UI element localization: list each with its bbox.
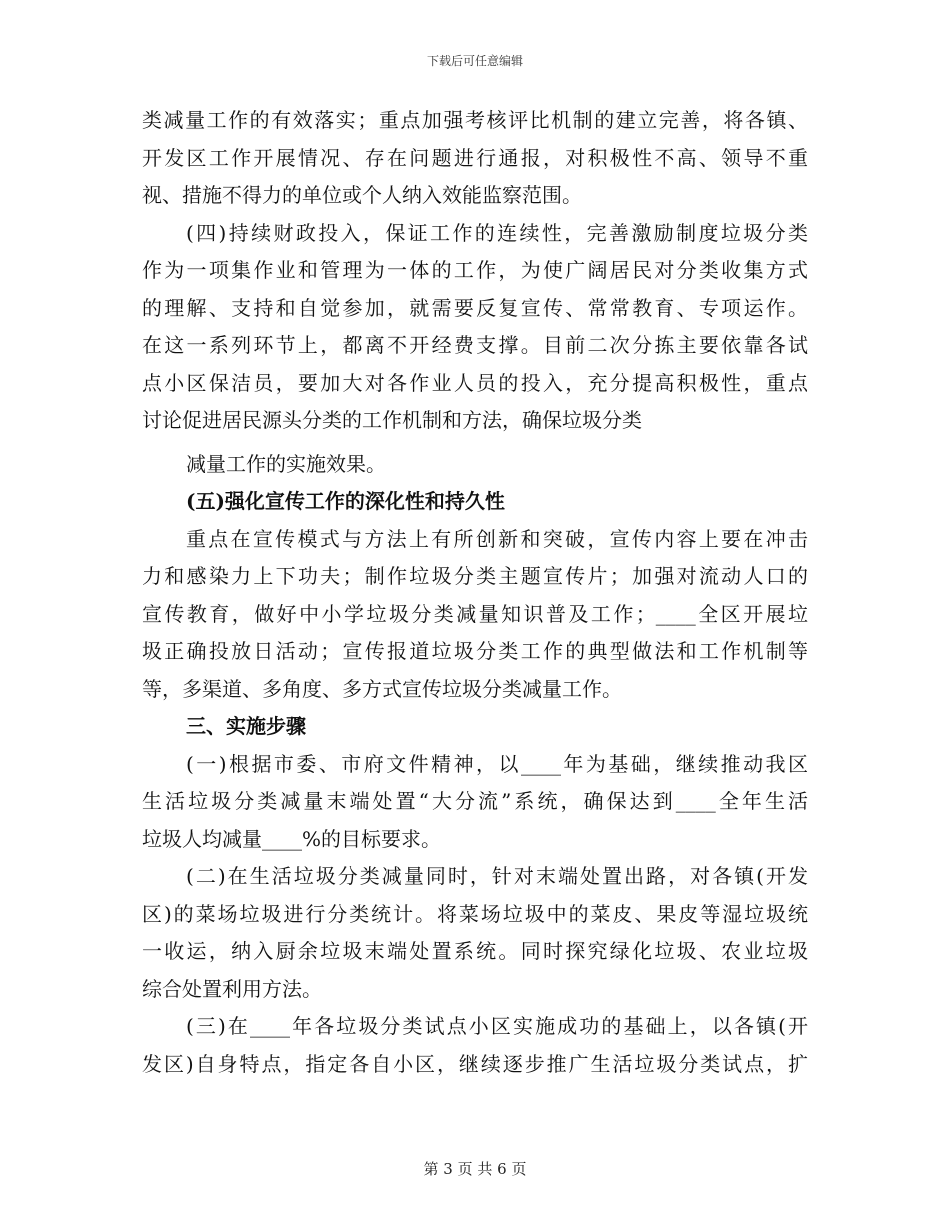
paragraph-line: 讨论促进居民源头分类的工作机制和方法，确保垃圾分类: [142, 408, 642, 432]
document-body: [142, 102, 808, 1083]
paragraph-line: 视、措施不得力的单位或个人纳入效能监察范围。: [142, 183, 582, 207]
section-heading: (五)强化宣传工作的深化性和持久性: [186, 489, 505, 513]
paragraph-line: (一)根据市委、市府文件精神，以____年为基础，继续推动我区: [186, 751, 808, 776]
paragraph-line: 重点在宣传模式与方法上有所创新和突破，宣传内容上要在冲击: [186, 526, 808, 551]
paragraph-line: (四)持续财政投入，保证工作的连续性，完善激励制度垃圾分类: [186, 220, 808, 245]
page-number: 第 3 页 共 6 页: [423, 1160, 527, 1178]
header-note: 下载后可任意编辑: [426, 54, 523, 68]
paragraph-line: 生活垃圾分类减量末端处置“大分流”系统，确保达到____全年生活: [142, 789, 808, 813]
paragraph-line: 垃圾人均减量____%的目标要求。: [142, 826, 442, 851]
paragraph-line: 开发区工作开展情况、存在问题进行通报，对积极性不高、领导不重: [142, 145, 808, 170]
paragraph-line: 减量工作的实施效果。: [186, 451, 386, 476]
paragraph-line: 作为一项集作业和管理为一体的工作，为使广阔居民对分类收集方式: [142, 258, 808, 282]
section-heading: 三、实施步骤: [186, 714, 306, 738]
paragraph-line: 力和感染力上下功夫；制作垃圾分类主题宣传片；加强对流动人口的: [142, 564, 808, 588]
paragraph-line: (三)在____年各垃圾分类试点小区实施成功的基础上，以各镇(开: [186, 1014, 808, 1038]
paragraph-line: 的理解、支持和自觉参加，就需要反复宣传、常常教育、专项运作。: [142, 295, 808, 320]
paragraph-line: 一收运，纳入厨余垃圾末端处置系统。同时探究绿化垃圾、农业垃圾: [142, 939, 808, 963]
paragraph-line: 类减量工作的有效落实；重点加强考核评比机制的建立完善，将各镇、: [142, 108, 808, 132]
paragraph-line: 圾正确投放日活动；宣传报道垃圾分类工作的典型做法和工作机制等: [142, 639, 808, 663]
paragraph-line: 发区)自身特点，指定各自小区，继续逐步推广生活垃圾分类试点，扩: [142, 1051, 808, 1076]
paragraph-line: 点小区保洁员，要加大对各作业人员的投入，充分提高积极性，重点: [142, 370, 808, 395]
paragraph-line: 宣传教育，做好中小学垃圾分类减量知识普及工作；____全区开展垃: [142, 601, 808, 626]
paragraph-line: 在这一系列环节上，都离不开经费支撑。目前二次分拣主要依靠各试: [142, 333, 808, 357]
paragraph-line: 区)的菜场垃圾进行分类统计。将菜场垃圾中的菜皮、果皮等湿垃圾统: [142, 901, 808, 926]
paragraph-line: 等，多渠道、多角度、多方式宣传垃圾分类减量工作。: [142, 676, 622, 701]
paragraph-line: 综合处置利用方法。: [142, 976, 322, 1001]
paragraph-line: (二)在生活垃圾分类减量同时，针对末端处置出路，对各镇(开发: [186, 864, 808, 888]
